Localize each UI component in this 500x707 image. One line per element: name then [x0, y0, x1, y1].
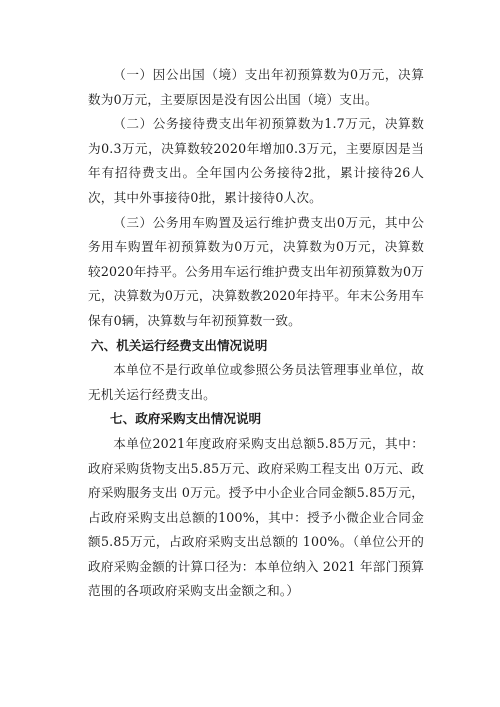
paragraph-reception-expenses: （二）公务接待费支出年初预算数为1.7万元，决算数为0.3万元，决算数较2020年增加0.3万元，主要原因是当年有招待费支出。全年国内公务接待2批，累计接待26人次，其中外事接待0批，累计接待0人次。	[88, 116, 424, 205]
document-body	[88, 63, 424, 604]
section-heading-operating-expenses: 六、机关运行经费支出情况说明	[91, 337, 268, 353]
paragraph-procurement: 本单位2021年度政府采购支出总额5.85万元，其中：政府采购货物支出5.85万元、政府采购工程支出 0万元、政府采购服务支出 0万元。授予中小企业合同金额5.85万元，占政府采购支出总额的100%，其中：授予小微企业合同金额5.85万元，占政府采购支出总额的 100%。（单位公开的政府采购金额的计算口径为：本单位纳入 2021 年部门预算范围的各项政府采购支出金额之和。）	[88, 435, 424, 599]
paragraph-outbound-travel: （一）因公出国（境）支出年初预算数为0万元，决算数为0万元，主要原因是没有因公出国（境）支出。	[88, 67, 424, 107]
paragraph-operating-expenses: 本单位不是行政单位或参照公务员法管理事业单位，故无机关运行经费支出。	[88, 362, 424, 402]
paragraph-vehicle-expenses: （三）公务用车购置及运行维护费支出0万元，其中公务用车购置年初预算数为0万元，决算数为0万元，决算数较2020年持平。公务用车运行维护费支出年初预算数为0万元，决算数为0万元，决算数教2020年持平。年末公务用车保有0辆，决算数与年初预算数一致。	[88, 214, 424, 328]
section-heading-procurement: 七、政府采购支出情况说明	[110, 411, 262, 427]
